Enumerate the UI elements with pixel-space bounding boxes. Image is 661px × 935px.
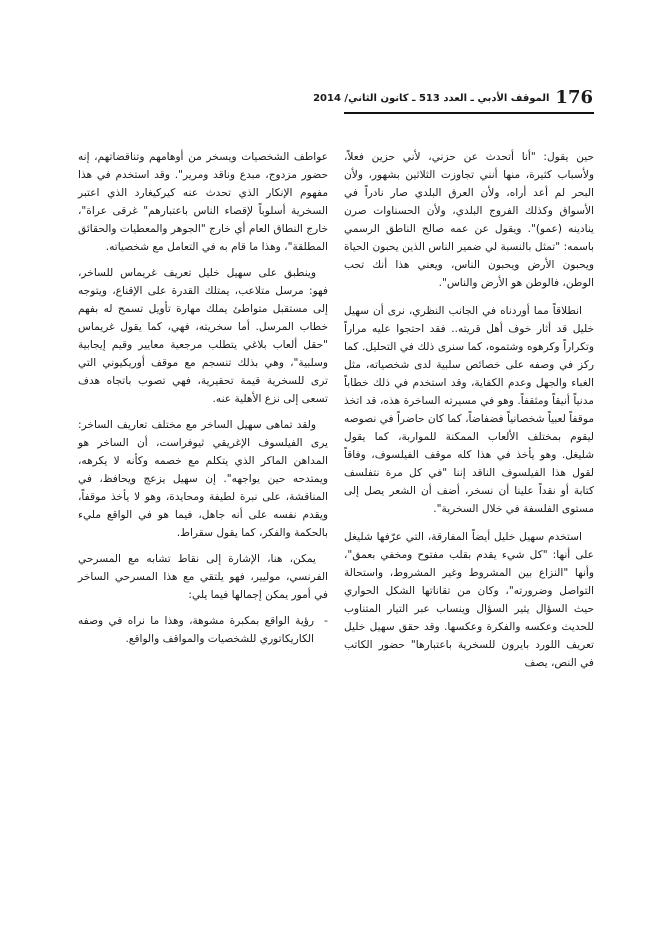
running-header [313,86,593,108]
running-title: الموقف الأدبي ـ العدد 513 ـ كانون الثاني/ 2014 [313,93,550,104]
paragraph: يمكن، هنا، الإشارة إلى نقاط تشابه مع المسرحي الفرنسي، موليير، فهو يلتقي مع هذا المسرحي الساخر في أمور يمكن إجمالها فيما يلي: [78,553,328,601]
list-item: - رؤية الواقع بمكبرة مشوهة، وهذا ما نراه في وصفه الكاريكاتوري للشخصيات والمواقف والواقع. [78,612,314,648]
header-rule [344,112,594,114]
text-column-right [344,148,594,680]
paragraph: وينطبق على سهيل خليل تعريف غريماس للساخر، فهو: مرسل متلاعب، يمتلك القدرة على الإقناع، ويتوجه إلى مستقبل متواطئ يملك مهارة تأويل تسمح له بفهم خطاب المرسل. أما سخريته، فهي، كما يقول غريماس "حقل ألعاب بلاغي يتطلب مرجعية معايير وقيم إيجابية وسلبية"، وهي بذلك تنسجم مع موقف أوريكيوني التي ترى للسخرية قيمة تحقيرية، فهي تصوب باتجاه هدف تسعى إلى نزع الأهلية عنه. [78,267,328,405]
paragraph: ولقد تماهى سهيل الساخر مع مختلف تعاريف الساخر: يرى الفيلسوف الإغريقي ثيوفراست، أن الساخر هو المداهن الماكر الذي يتكلم مع خصمه وكأنه لا يكرهه، ويمتدحه حين يواجهه". إن سهيل يزعج ويحافظ، في المناقشة، على نبرة لطيفة ومحايدة، وهو لا يأخذ موقفاً، ويقدم نفسه على أنه جاهل، فيما هو في الواقع مليء بالحكمة والفكر، كما يقول سقراط. [78,419,328,539]
paragraph: عواطف الشخصيات ويسخر من أوهامهم وتناقضاتهم، إنه حضور مزدوج، مبدع وناقد ومرير". وقد استخدم في هذا مفهوم الإنكار الذي تحدث عنه كيركيغارد الذي اعتبر السخرية أسلوباً لإقصاء الناس باعتبارهم" غرقى عراة"، خارج النطاق العام أي خارج "الجوهر والمعطيات والحقائق المطلقة"، وهذا ما قام به في التعامل مع شخصياته. [78,151,328,253]
paragraph: انطلاقاً مما أوردناه في الجانب النظري، نرى أن سهيل خليل قد أثار خوف أهل قريته.. فقد احتجوا عليه مراراً وتكراراً وكرهوه وشتموه، كما سنرى ذلك في التحليل. كما ركز في وصفه على خصائص سلبية لدى شخصياته، مثل الغباء والجهل وعدم الكفاية، وقد استخدم في ذلك خطاباً مدنياً أنيقاً ومثقفاً. وهو في مسيرته الساخرة هذه، قد اتخذ موقفاً لعبياً شخصانياً فضفاضاً، كما كان حاضراً في نصوصه ليقوم بمختلف الألعاب الممكنة للمواربة، كما يقول شليغل. وهو يأخذ في هذا كله موقف الفيلسوف، وفاقاً لقول هذا الفيلسوف الناقد إننا "في كل مرة نتفلسف كتابة أو نقداً علينا أن نسخر، أضف أن الشعر يصل إلى مستوى الفلسفة في خلال السخرية". [344,305,594,515]
paragraph: حين يقول: "أنا أتحدث عن حزني، لأني حزين فعلاً، ولأسباب كثيرة، منها أنني تجاوزت الثلاثين بشهور، ولأن البحر لم أعد أراه، ولأن العرق البلدي صار نادراً في الأسواق وكذلك الفروج البلدي، ولأن الحسناوات صرن ينادينه (عمو)". ويقول عن عمه صالح الناطق الرسمي باسمه: "تمثل بالنسبة لي ضمير الناس الذين يحبون الحياة ويحبون الأرض ويحبون الناس، ويعني هذا أنك تحب الوطن، فالوطن هو الأرض والناس". [344,151,594,289]
bullet-list [78,612,328,648]
page-number: 176 [555,87,593,108]
paragraph: استخدم سهيل خليل أيضاً المفارقة، التي عرّفها شليغل على أنها: "كل شيء يقدم بقلب مفتوح ومخفي بعمق"، وأنها "النزاع بين المشروط وغير المشروط، واستحالة التواصل وضرورته"، وكان من تقاناتها الشكل الحواري حيث السؤال يثير السؤال وينساب عبر التيار المتناوب للحديث وعكسه والفكرة وعكسها. وقد حقق سهيل خليل تعريف اللورد بايرون للسخرية باعتبارها" حضور الكاتب في النص، يصف [344,531,594,669]
text-column-left [78,148,328,648]
